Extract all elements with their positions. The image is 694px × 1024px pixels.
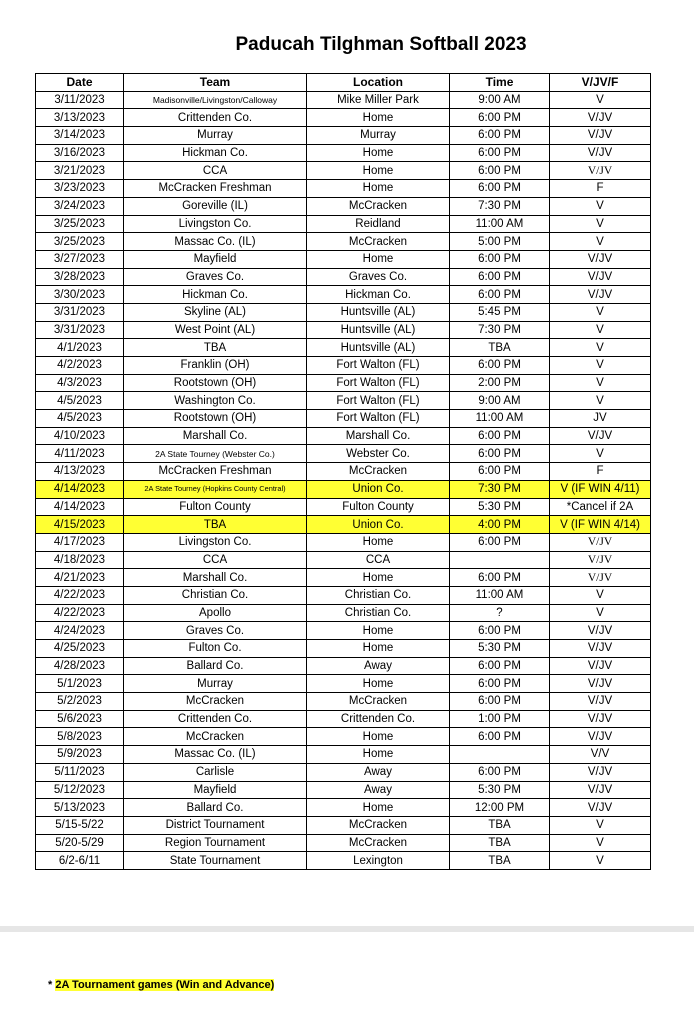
cell-location: Fort Walton (FL) — [307, 410, 450, 428]
cell-time: 5:30 PM — [450, 781, 550, 799]
cell-team: Marshall Co. — [124, 569, 307, 587]
cell-team: Mayfield — [124, 781, 307, 799]
cell-time: 4:00 PM — [450, 516, 550, 534]
header-date: Date — [36, 74, 124, 92]
cell-time: 5:30 PM — [450, 640, 550, 658]
cell-date: 4/24/2023 — [36, 622, 124, 640]
cell-time: 12:00 PM — [450, 799, 550, 817]
cell-location: Fort Walton (FL) — [307, 374, 450, 392]
table-row — [36, 180, 651, 198]
cell-date: 3/21/2023 — [36, 162, 124, 180]
cell-location: Home — [307, 799, 450, 817]
cell-date: 3/14/2023 — [36, 127, 124, 145]
page-title: Paducah Tilghman Softball 2023 — [235, 34, 527, 55]
cell-team: Fulton County — [124, 498, 307, 516]
table-row — [36, 250, 651, 268]
cell-level: V — [550, 91, 651, 109]
cell-date: 3/23/2023 — [36, 180, 124, 198]
cell-team: McCracken — [124, 693, 307, 711]
cell-location: Home — [307, 746, 450, 764]
cell-time: 6:00 PM — [450, 127, 550, 145]
cell-time: 6:00 PM — [450, 445, 550, 463]
table-row — [36, 91, 651, 109]
table-row — [36, 498, 651, 516]
cell-date: 4/14/2023 — [36, 480, 124, 498]
cell-location: Reidland — [307, 215, 450, 233]
table-row — [36, 268, 651, 286]
cell-level: V — [550, 834, 651, 852]
cell-time: 6:00 PM — [450, 693, 550, 711]
cell-location: Christian Co. — [307, 604, 450, 622]
table-row — [36, 657, 651, 675]
cell-team: Carlisle — [124, 763, 307, 781]
cell-date: 3/16/2023 — [36, 144, 124, 162]
cell-location: Home — [307, 162, 450, 180]
cell-team: Crittenden Co. — [124, 109, 307, 127]
cell-date: 4/3/2023 — [36, 374, 124, 392]
cell-location: Home — [307, 180, 450, 198]
cell-location: Fulton County — [307, 498, 450, 516]
cell-team: Madisonville/Livingston/Calloway — [124, 91, 307, 109]
cell-team: Fulton Co. — [124, 640, 307, 658]
table-row — [36, 162, 651, 180]
cell-location: Murray — [307, 127, 450, 145]
cell-time: 6:00 PM — [450, 728, 550, 746]
cell-team: Ballard Co. — [124, 799, 307, 817]
cell-time: 6:00 PM — [450, 162, 550, 180]
cell-team: Goreville (IL) — [124, 197, 307, 215]
cell-location: McCracken — [307, 816, 450, 834]
cell-time: 5:30 PM — [450, 498, 550, 516]
cell-level: V/JV — [550, 286, 651, 304]
cell-location: Hickman Co. — [307, 286, 450, 304]
schedule-rows — [36, 91, 651, 869]
cell-date: 4/10/2023 — [36, 427, 124, 445]
cell-date: 4/13/2023 — [36, 463, 124, 481]
header-team: Team — [124, 74, 307, 92]
cell-level: V/JV — [550, 640, 651, 658]
cell-level: V — [550, 816, 651, 834]
cell-level: V (IF WIN 4/11) — [550, 480, 651, 498]
cell-date: 4/21/2023 — [36, 569, 124, 587]
cell-location: Away — [307, 781, 450, 799]
cell-date: 4/25/2023 — [36, 640, 124, 658]
cell-location: Mike Miller Park — [307, 91, 450, 109]
cell-date: 3/25/2023 — [36, 233, 124, 251]
cell-time: 6:00 PM — [450, 109, 550, 127]
header-time: Time — [450, 74, 550, 92]
cell-date: 5/9/2023 — [36, 746, 124, 764]
cell-date: 4/11/2023 — [36, 445, 124, 463]
cell-time: 6:00 PM — [450, 144, 550, 162]
cell-time: 9:00 AM — [450, 91, 550, 109]
table-row — [36, 480, 651, 498]
cell-team: Graves Co. — [124, 268, 307, 286]
cell-location: Huntsville (AL) — [307, 339, 450, 357]
cell-date: 5/12/2023 — [36, 781, 124, 799]
cell-date: 3/11/2023 — [36, 91, 124, 109]
cell-team: CCA — [124, 551, 307, 569]
cell-date: 3/31/2023 — [36, 321, 124, 339]
cell-level: V — [550, 445, 651, 463]
cell-level: V — [550, 339, 651, 357]
cell-level: V — [550, 321, 651, 339]
cell-level: V/JV — [550, 268, 651, 286]
table-row — [36, 233, 651, 251]
cell-time: 7:30 PM — [450, 321, 550, 339]
table-row — [36, 728, 651, 746]
table-row — [36, 303, 651, 321]
cell-time: 11:00 AM — [450, 215, 550, 233]
table-row — [36, 109, 651, 127]
cell-team: Rootstown (OH) — [124, 410, 307, 428]
cell-team: Apollo — [124, 604, 307, 622]
cell-time: 2:00 PM — [450, 374, 550, 392]
cell-date: 4/18/2023 — [36, 551, 124, 569]
table-row — [36, 339, 651, 357]
cell-team: Murray — [124, 675, 307, 693]
footnote-marker: * — [48, 979, 56, 991]
cell-team: Livingston Co. — [124, 533, 307, 551]
cell-level: V — [550, 586, 651, 604]
table-row — [36, 197, 651, 215]
footnote — [48, 979, 274, 991]
cell-location: Home — [307, 622, 450, 640]
cell-level: V — [550, 197, 651, 215]
cell-date: 5/2/2023 — [36, 693, 124, 711]
cell-date: 5/1/2023 — [36, 675, 124, 693]
table-row — [36, 551, 651, 569]
cell-date: 5/11/2023 — [36, 763, 124, 781]
cell-level: V — [550, 852, 651, 870]
cell-location: Union Co. — [307, 480, 450, 498]
cell-time — [450, 746, 550, 764]
cell-level: F — [550, 463, 651, 481]
cell-team: Franklin (OH) — [124, 357, 307, 375]
cell-location: Fort Walton (FL) — [307, 357, 450, 375]
cell-location: Webster Co. — [307, 445, 450, 463]
cell-team: State Tournament — [124, 852, 307, 870]
table-row — [36, 746, 651, 764]
cell-date: 5/13/2023 — [36, 799, 124, 817]
cell-location: Away — [307, 657, 450, 675]
table-row — [36, 427, 651, 445]
cell-team: McCracken Freshman — [124, 463, 307, 481]
cell-date: 4/22/2023 — [36, 604, 124, 622]
cell-level: V/JV — [550, 622, 651, 640]
cell-location: Home — [307, 533, 450, 551]
cell-location: Home — [307, 640, 450, 658]
table-row — [36, 640, 651, 658]
cell-date: 4/14/2023 — [36, 498, 124, 516]
cell-time: 6:00 PM — [450, 533, 550, 551]
cell-team: Murray — [124, 127, 307, 145]
cell-level: V — [550, 303, 651, 321]
cell-location: Away — [307, 763, 450, 781]
header-level: V/JV/F — [550, 74, 651, 92]
cell-time: 6:00 PM — [450, 675, 550, 693]
cell-level: V/JV — [550, 250, 651, 268]
table-row — [36, 127, 651, 145]
cell-time: 1:00 PM — [450, 710, 550, 728]
cell-level: V/JV — [550, 427, 651, 445]
cell-time: TBA — [450, 816, 550, 834]
table-row — [36, 286, 651, 304]
table-row — [36, 622, 651, 640]
cell-team: District Tournament — [124, 816, 307, 834]
cell-location: Home — [307, 109, 450, 127]
page-divider — [0, 926, 694, 932]
table-row — [36, 410, 651, 428]
table-row — [36, 463, 651, 481]
cell-level: V/JV — [550, 657, 651, 675]
cell-time: 6:00 PM — [450, 763, 550, 781]
cell-team: 2A State Tourney (Webster Co.) — [124, 445, 307, 463]
cell-time: 6:00 PM — [450, 268, 550, 286]
cell-team: Region Tournament — [124, 834, 307, 852]
cell-date: 5/8/2023 — [36, 728, 124, 746]
table-row — [36, 445, 651, 463]
cell-level: V/JV — [550, 162, 651, 180]
table-row — [36, 569, 651, 587]
cell-location: McCracken — [307, 693, 450, 711]
cell-date: 3/28/2023 — [36, 268, 124, 286]
cell-level: V/JV — [550, 781, 651, 799]
cell-location: McCracken — [307, 463, 450, 481]
cell-location: Union Co. — [307, 516, 450, 534]
cell-location: McCracken — [307, 233, 450, 251]
cell-location: Marshall Co. — [307, 427, 450, 445]
cell-team: Christian Co. — [124, 586, 307, 604]
cell-time: 6:00 PM — [450, 286, 550, 304]
cell-level: V — [550, 357, 651, 375]
table-row — [36, 215, 651, 233]
cell-location: Huntsville (AL) — [307, 321, 450, 339]
cell-time: 6:00 PM — [450, 569, 550, 587]
table-row — [36, 392, 651, 410]
cell-level: F — [550, 180, 651, 198]
table-row — [36, 852, 651, 870]
cell-time: 5:45 PM — [450, 303, 550, 321]
cell-time: TBA — [450, 834, 550, 852]
table-row — [36, 516, 651, 534]
table-row — [36, 374, 651, 392]
cell-level: V — [550, 215, 651, 233]
cell-date: 3/25/2023 — [36, 215, 124, 233]
cell-time: ? — [450, 604, 550, 622]
cell-level: V/JV — [550, 675, 651, 693]
cell-time: 6:00 PM — [450, 250, 550, 268]
cell-date: 4/22/2023 — [36, 586, 124, 604]
schedule-table — [35, 73, 651, 870]
cell-level: V (IF WIN 4/14) — [550, 516, 651, 534]
cell-time: 6:00 PM — [450, 622, 550, 640]
cell-location: Huntsville (AL) — [307, 303, 450, 321]
cell-team: Rootstown (OH) — [124, 374, 307, 392]
cell-date: 5/20-5/29 — [36, 834, 124, 852]
cell-location: Home — [307, 728, 450, 746]
cell-time: TBA — [450, 852, 550, 870]
table-row — [36, 604, 651, 622]
cell-level: V/JV — [550, 693, 651, 711]
table-row — [36, 675, 651, 693]
table-row — [36, 693, 651, 711]
cell-time: 6:00 PM — [450, 463, 550, 481]
table-header-row — [36, 74, 651, 92]
cell-time: 5:00 PM — [450, 233, 550, 251]
footnote-text: 2A Tournament games (Win and Advance) — [55, 979, 275, 991]
cell-time: 7:30 PM — [450, 197, 550, 215]
cell-team: Skyline (AL) — [124, 303, 307, 321]
cell-team: Crittenden Co. — [124, 710, 307, 728]
cell-level: JV — [550, 410, 651, 428]
cell-level: V — [550, 233, 651, 251]
cell-team: West Point (AL) — [124, 321, 307, 339]
cell-time — [450, 551, 550, 569]
cell-date: 5/15-5/22 — [36, 816, 124, 834]
cell-time: 11:00 AM — [450, 586, 550, 604]
cell-level: V/JV — [550, 144, 651, 162]
cell-location: Lexington — [307, 852, 450, 870]
cell-team: McCracken — [124, 728, 307, 746]
table-row — [36, 781, 651, 799]
cell-location: Graves Co. — [307, 268, 450, 286]
table-row — [36, 816, 651, 834]
cell-date: 3/13/2023 — [36, 109, 124, 127]
cell-level: V/JV — [550, 109, 651, 127]
cell-team: Ballard Co. — [124, 657, 307, 675]
cell-level: V/JV — [550, 710, 651, 728]
cell-time: 7:30 PM — [450, 480, 550, 498]
cell-date: 4/28/2023 — [36, 657, 124, 675]
cell-time: 6:00 PM — [450, 427, 550, 445]
table-row — [36, 357, 651, 375]
table-row — [36, 321, 651, 339]
cell-time: 11:00 AM — [450, 410, 550, 428]
cell-team: TBA — [124, 516, 307, 534]
table-row — [36, 763, 651, 781]
cell-team: McCracken Freshman — [124, 180, 307, 198]
cell-level: V/JV — [550, 763, 651, 781]
cell-date: 4/15/2023 — [36, 516, 124, 534]
cell-team: Mayfield — [124, 250, 307, 268]
cell-date: 6/2-6/11 — [36, 852, 124, 870]
cell-level: V/JV — [550, 533, 651, 551]
cell-date: 3/27/2023 — [36, 250, 124, 268]
table-row — [36, 710, 651, 728]
table-row — [36, 799, 651, 817]
cell-date: 4/5/2023 — [36, 392, 124, 410]
cell-level: V — [550, 604, 651, 622]
cell-location: Home — [307, 569, 450, 587]
cell-team: CCA — [124, 162, 307, 180]
cell-date: 4/1/2023 — [36, 339, 124, 357]
cell-level: V/JV — [550, 569, 651, 587]
cell-location: Home — [307, 675, 450, 693]
cell-level: V — [550, 392, 651, 410]
cell-team: Marshall Co. — [124, 427, 307, 445]
cell-location: Home — [307, 144, 450, 162]
table-row — [36, 533, 651, 551]
cell-date: 4/2/2023 — [36, 357, 124, 375]
cell-team: Hickman Co. — [124, 144, 307, 162]
cell-level: V/JV — [550, 551, 651, 569]
cell-team: Massac Co. (IL) — [124, 233, 307, 251]
cell-team: Washington Co. — [124, 392, 307, 410]
cell-level: V — [550, 374, 651, 392]
cell-date: 3/31/2023 — [36, 303, 124, 321]
cell-time: 6:00 PM — [450, 180, 550, 198]
cell-time: 6:00 PM — [450, 357, 550, 375]
cell-team: 2A State Tourney (Hopkins County Central) — [124, 480, 307, 498]
cell-date: 3/24/2023 — [36, 197, 124, 215]
cell-location: Fort Walton (FL) — [307, 392, 450, 410]
cell-team: Massac Co. (IL) — [124, 746, 307, 764]
cell-location: CCA — [307, 551, 450, 569]
cell-level: V/JV — [550, 799, 651, 817]
cell-level: V/JV — [550, 127, 651, 145]
cell-location: McCracken — [307, 197, 450, 215]
cell-date: 4/17/2023 — [36, 533, 124, 551]
cell-location: Crittenden Co. — [307, 710, 450, 728]
table-row — [36, 834, 651, 852]
cell-location: Home — [307, 250, 450, 268]
cell-level: V/JV — [550, 728, 651, 746]
cell-date: 5/6/2023 — [36, 710, 124, 728]
cell-date: 3/30/2023 — [36, 286, 124, 304]
header-location: Location — [307, 74, 450, 92]
cell-time: 9:00 AM — [450, 392, 550, 410]
cell-location: McCracken — [307, 834, 450, 852]
cell-team: Livingston Co. — [124, 215, 307, 233]
cell-time: TBA — [450, 339, 550, 357]
cell-team: TBA — [124, 339, 307, 357]
cell-team: Hickman Co. — [124, 286, 307, 304]
cell-level: *Cancel if 2A — [550, 498, 651, 516]
cell-level: V/V — [550, 746, 651, 764]
cell-time: 6:00 PM — [450, 657, 550, 675]
table-row — [36, 586, 651, 604]
cell-date: 4/5/2023 — [36, 410, 124, 428]
table-row — [36, 144, 651, 162]
cell-location: Christian Co. — [307, 586, 450, 604]
cell-team: Graves Co. — [124, 622, 307, 640]
